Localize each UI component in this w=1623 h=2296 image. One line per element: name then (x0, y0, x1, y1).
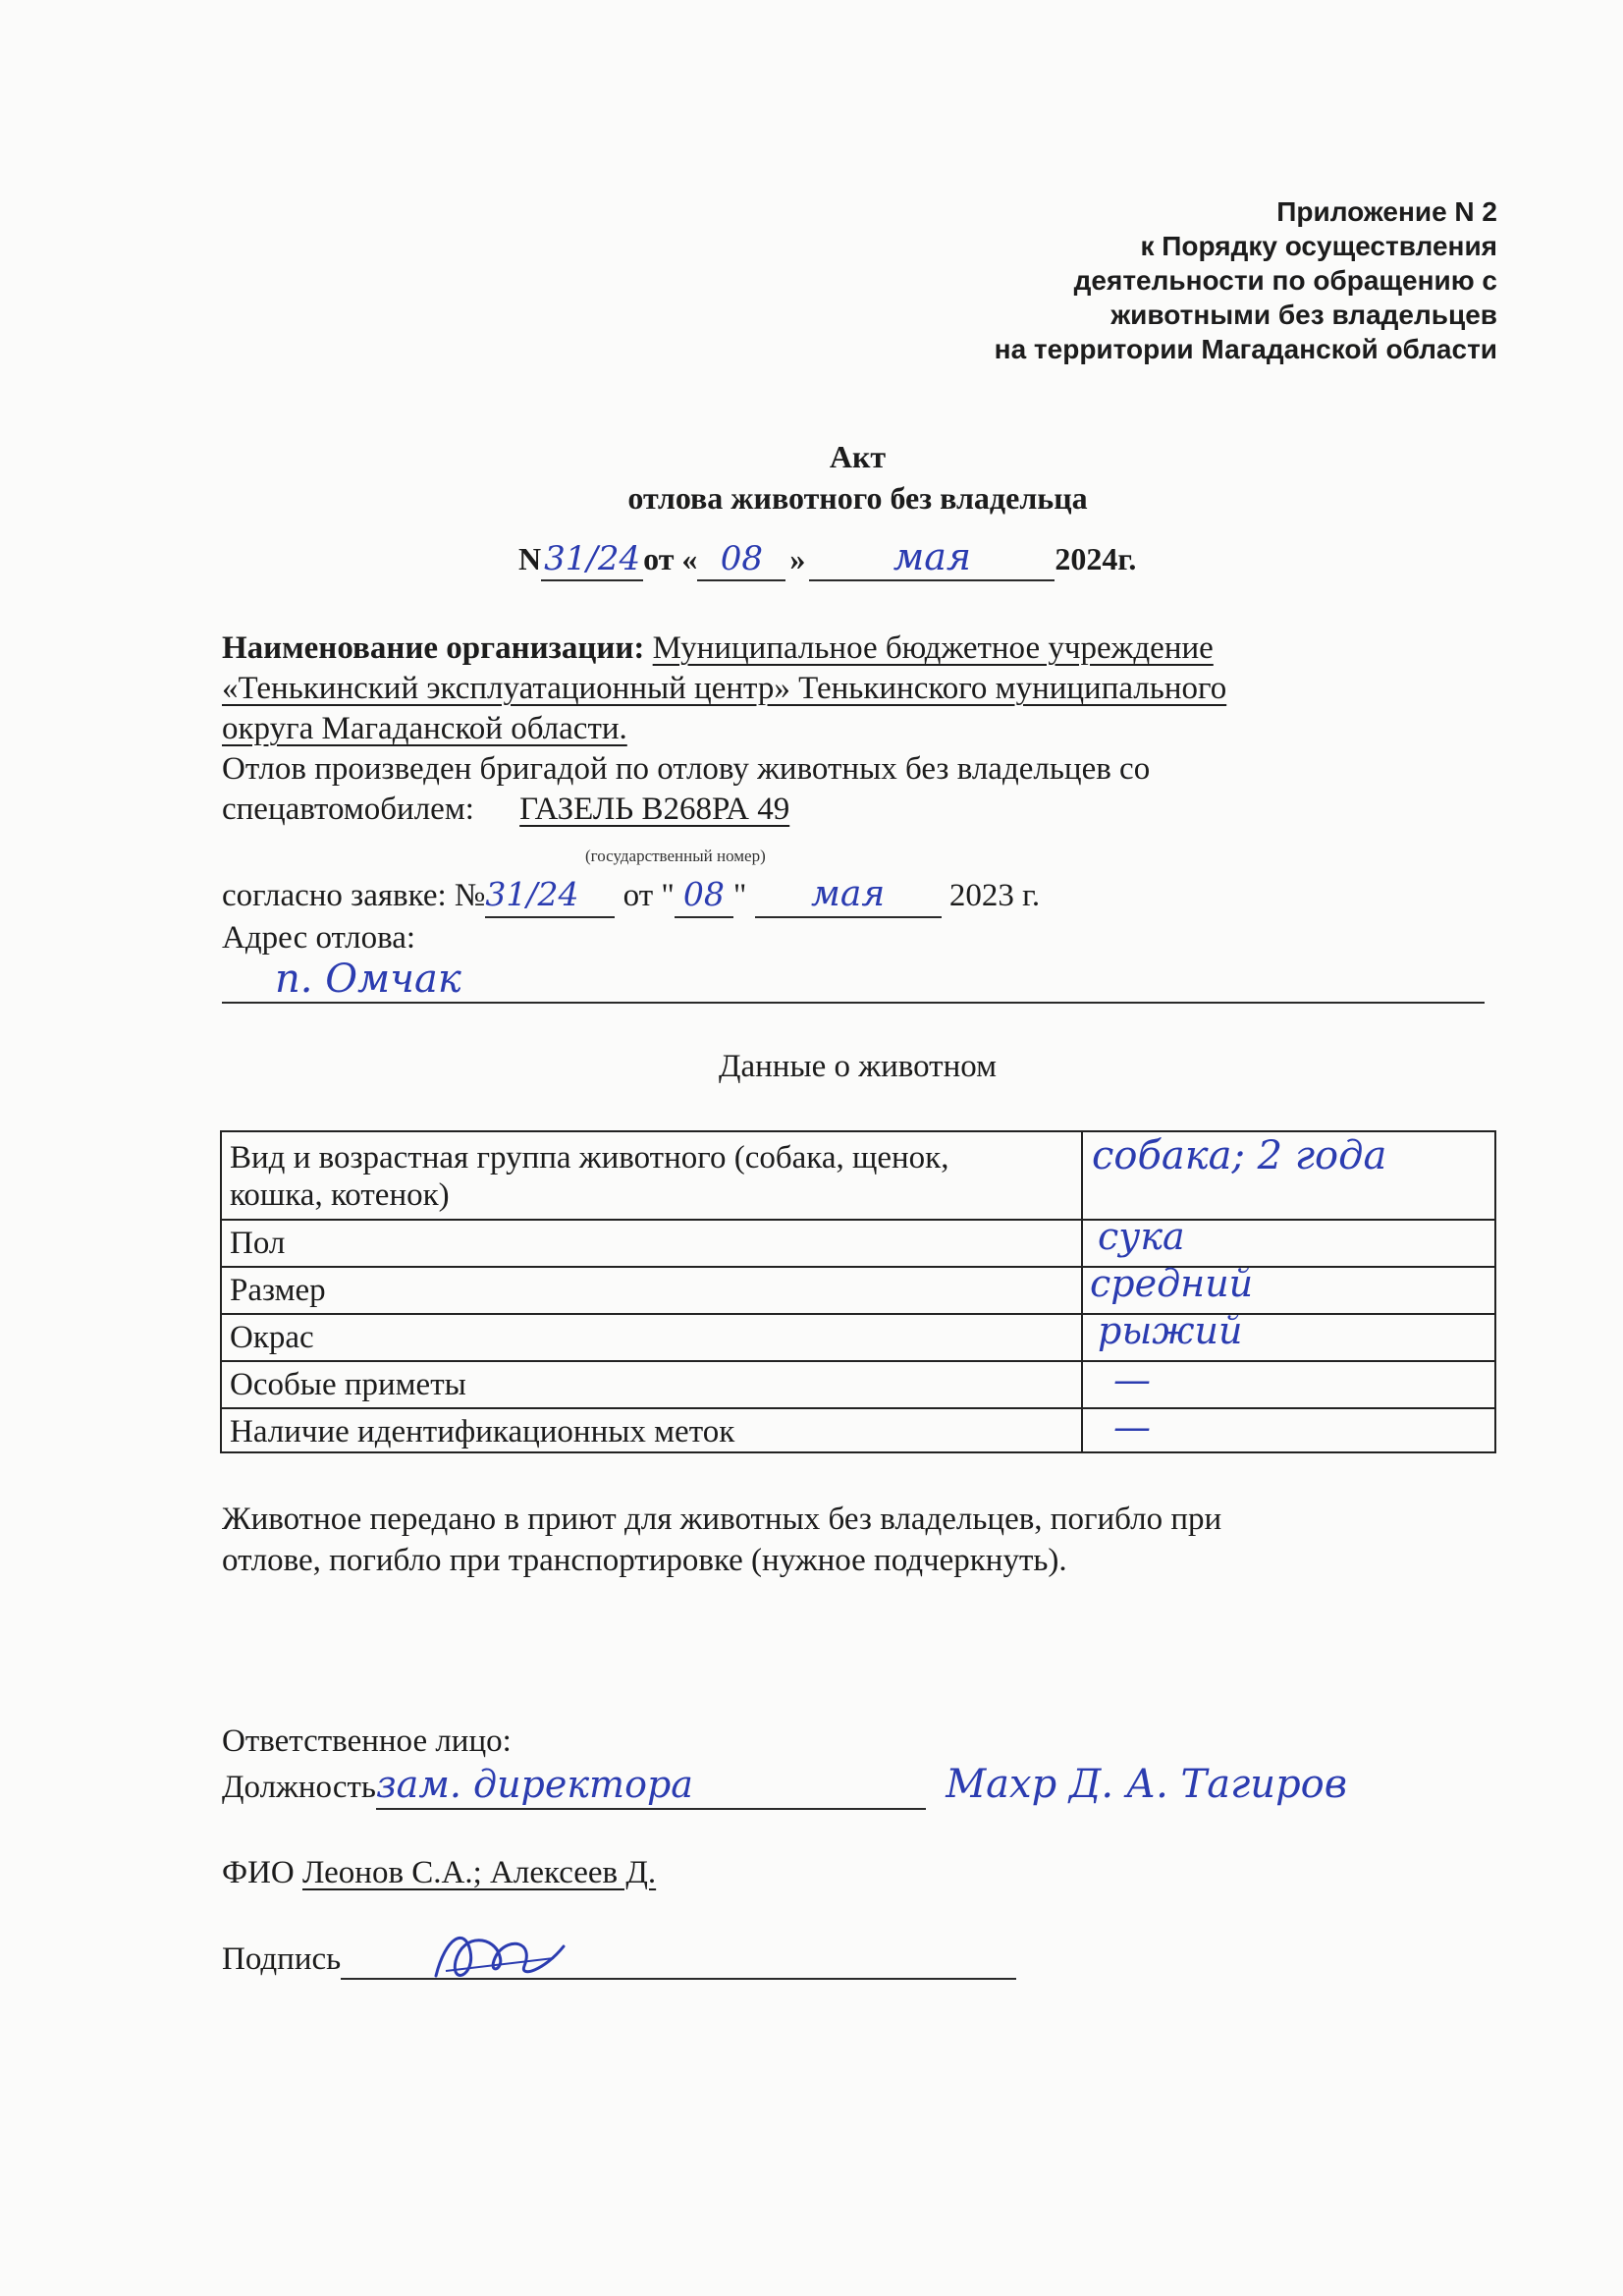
marks-value: — (1113, 1358, 1151, 1401)
act-from: от « (643, 541, 698, 576)
result-line2: отлове, погибло при транспортировке (нужное подчеркнуть). (222, 1543, 1067, 1578)
address-value: п. Омчак (275, 957, 461, 1002)
position-extra: Махр Д. А. Тагиров (946, 1762, 1348, 1807)
request-label: согласно заявке: № (222, 878, 486, 913)
appendix-line: деятельности по обращению с (1073, 265, 1497, 296)
size-value: средний (1090, 1262, 1254, 1305)
color-label: Окрас (230, 1320, 314, 1355)
request-from: от " (622, 878, 675, 913)
request-day: 08 (682, 875, 725, 913)
request-year: 2023 г. (948, 878, 1041, 913)
org-line2: «Тенькинский эксплуатационный центр» Тенькинского муниципального (222, 671, 1227, 706)
org-line3: округа Магаданской области. (222, 711, 627, 746)
act-day: 08 (720, 539, 764, 578)
position-label: Должность (222, 1770, 376, 1805)
fio-line (222, 1852, 656, 1893)
signature-line (222, 1939, 1016, 1980)
position-value: зам. директора (375, 1763, 693, 1806)
size-label: Размер (230, 1273, 326, 1308)
result-text (222, 1499, 1221, 1581)
act-number: 31/24 (544, 539, 641, 578)
address-line (222, 957, 1485, 1004)
org-label: Наименование организации: (222, 630, 645, 666)
act-month: мая (893, 535, 972, 578)
vehicle-number: ГАЗЕЛЬ В268РА 49 (519, 792, 790, 827)
animal-type-label: Вид и возрастная группа животного (собака, щенок, кошка, котенок) (230, 1140, 949, 1213)
organization-block (222, 629, 1226, 830)
vehicle-caption: (государственный номер) (585, 847, 766, 865)
animal-type-value: собака; 2 года (1092, 1133, 1387, 1178)
sex-label: Пол (230, 1226, 286, 1261)
animal-heading: Данные о животном (718, 1049, 997, 1084)
address-label: Адрес отлова: (222, 920, 416, 956)
appendix-line: к Порядку осуществления (1140, 231, 1497, 261)
act-title (0, 436, 1623, 519)
marks-label: Особые приметы (230, 1367, 466, 1402)
act-title-main: Акт (829, 439, 887, 474)
act-n-prefix: N (518, 541, 542, 576)
fio-label: ФИО (222, 1855, 295, 1890)
appendix-line: Приложение N 2 (1276, 196, 1497, 227)
appendix-block (995, 194, 1497, 366)
color-value: рыжий (1098, 1309, 1243, 1352)
request-quote: " (732, 878, 747, 913)
sex-value: сука (1098, 1215, 1185, 1258)
appendix-line: животными без владельцев (1110, 300, 1497, 330)
org-line1: Муниципальное бюджетное учреждение (652, 630, 1214, 666)
appendix-line: на территории Магаданской области (994, 334, 1497, 364)
id-tags-label: Наличие идентификационных меток (230, 1414, 735, 1449)
handwritten-signature (426, 1917, 573, 2005)
capture-line1: Отлов произведен бригадой по отлову животных без владельцев со (222, 751, 1151, 787)
act-title-sub: отлова животного без владельца (627, 480, 1088, 516)
signature-label: Подпись (222, 1941, 342, 1977)
act-quote-close: » (789, 541, 806, 576)
position-line (222, 1764, 1347, 1810)
act-year: 2024г. (1055, 541, 1137, 576)
result-line1: Животное передано в приют для животных без владельцев, погибло при (222, 1502, 1222, 1537)
vehicle-label: спецавтомобилем: (222, 792, 474, 827)
act-number-line (518, 536, 1136, 581)
request-month: мая (811, 874, 886, 914)
fio-value: Леонов С.А.; Алексеев Д. (301, 1855, 657, 1890)
id-tags-value: — (1113, 1405, 1151, 1449)
request-line (222, 874, 1040, 918)
responsible-label: Ответственное лицо: (222, 1723, 512, 1759)
request-number: 31/24 (485, 875, 579, 913)
